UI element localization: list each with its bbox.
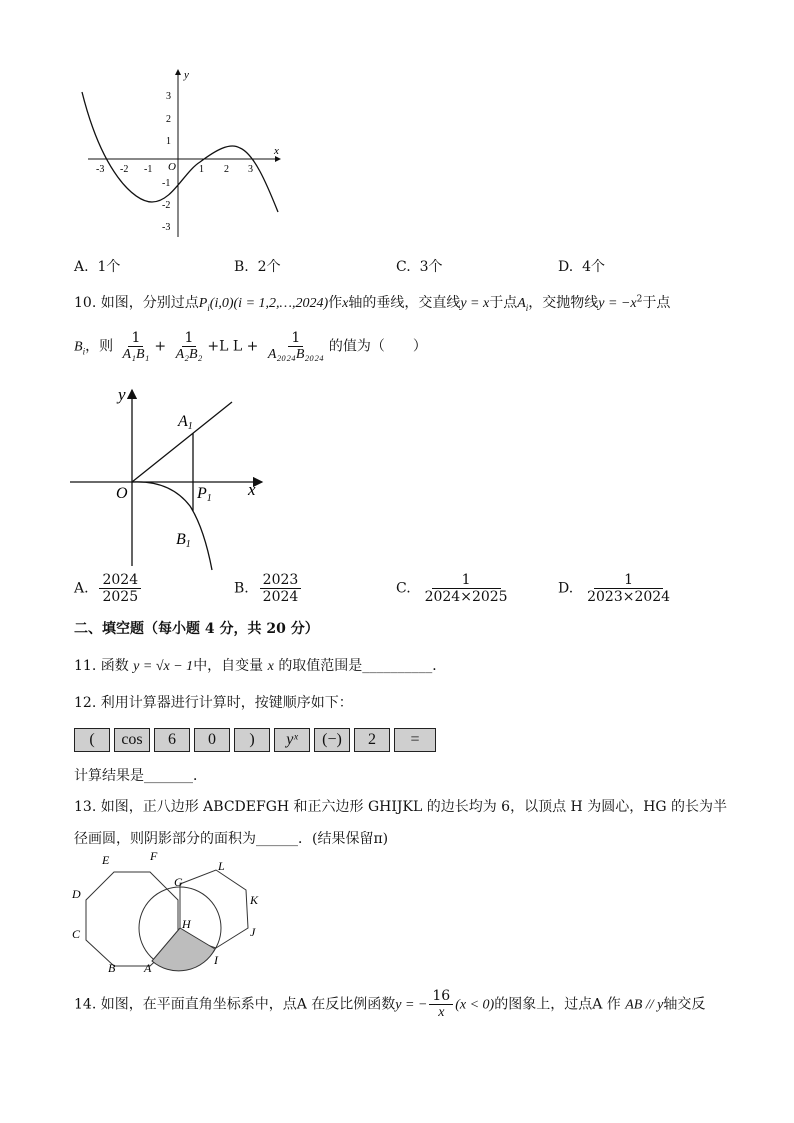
q10-option-c[interactable]: C. $\frac{1}{2024\times 2025}$ xyxy=(396,572,508,605)
y-tick: 2 xyxy=(166,114,171,125)
origin-label: O xyxy=(168,161,176,173)
a1-label: A1 xyxy=(178,413,193,432)
q11: 11. 函数 y = √x − 1中，自变量 x 的取值范围是__________． xyxy=(74,658,447,674)
label-b: B xyxy=(108,961,116,975)
key-2[interactable]: 2 xyxy=(354,728,390,752)
key-cos[interactable]: cos xyxy=(114,728,150,752)
y-axis-label: y xyxy=(184,69,189,81)
y-tick: 1 xyxy=(166,136,171,147)
q10-line1: 10. 如图，分别过点$P_i(i,0)(i$ = 1,2,…,2024)作x轴的垂线，交直线y = x于点$A_i$，交抛物线$y = -x^2$于点 xyxy=(74,294,671,313)
q10-line2: $B_i$，则 $\frac{1}{\text{A₁B₁}}$ + $\frac{1}{\text{A₂B₂}}$ +L L + $\frac{1}{\text{A₂₀₂₄B₂₀₂₄}}$ 的值为（ ） xyxy=(74,330,427,362)
key-equals[interactable]: = xyxy=(394,728,436,752)
line-parabola-graph xyxy=(70,384,270,574)
q9-option-a[interactable]: A. 1个 xyxy=(74,259,121,275)
q12-result: 计算结果是_______． xyxy=(74,768,207,784)
calculator-keys xyxy=(74,728,436,752)
x-tick: -2 xyxy=(120,164,129,175)
x-tick: -3 xyxy=(96,164,105,175)
key-6[interactable]: 6 xyxy=(154,728,190,752)
x-tick: 3 xyxy=(248,164,253,175)
y-axis-label: y xyxy=(118,385,126,404)
y-tick: -1 xyxy=(162,178,171,189)
label-f: F xyxy=(150,849,158,863)
q14: 14. 如图，在平面直角坐标系中，点A 在反比例函数y = − $\frac{16}{x}$ (x < 0)的图象上，过点A 作 AB // y轴交反 xyxy=(74,988,706,1020)
q10-option-d[interactable]: D. $\frac{1}{2023\times 2024}$ xyxy=(558,572,671,605)
x-axis-label: x xyxy=(274,145,279,157)
label-j: J xyxy=(250,925,256,939)
key-power[interactable]: yˣ xyxy=(274,728,310,752)
q12: 12. 利用计算器进行计算时，按键顺序如下： xyxy=(74,695,353,711)
x-tick: -1 xyxy=(144,164,153,175)
label-d: D xyxy=(72,887,81,901)
section-heading: 二、填空题（每小题 4 分，共 20 分） xyxy=(74,621,319,637)
y-tick: -3 xyxy=(162,222,171,233)
p1-label: P1 xyxy=(197,485,212,504)
origin-label: O xyxy=(116,485,128,502)
label-e: E xyxy=(102,853,110,867)
x-axis-label: x xyxy=(248,480,256,499)
label-i: I xyxy=(214,953,218,967)
octagon-hexagon-figure xyxy=(66,848,276,978)
q9-option-c[interactable]: C. 3个 xyxy=(396,259,443,275)
q13-line1: 13. 如图，正八边形 ABCDEFGH 和正六边形 GHIJKL 的边长均为 6，以顶点 H 为圆心，HG 的长为半 xyxy=(74,799,728,815)
label-a: A xyxy=(144,961,152,975)
key-0[interactable]: 0 xyxy=(194,728,230,752)
q10-option-b[interactable]: B. $\frac{2023}{2024}$ xyxy=(234,572,303,605)
q13-line2: 径画圆，则阴影部分的面积为______．(结果保留π) xyxy=(74,831,389,847)
label-c: C xyxy=(72,927,81,941)
cubic-graph xyxy=(74,62,294,242)
key-close-paren[interactable]: ) xyxy=(234,728,270,752)
y-tick: -2 xyxy=(162,200,171,211)
label-l: L xyxy=(218,859,225,873)
label-g: G xyxy=(174,875,183,889)
label-h: H xyxy=(182,917,191,931)
q10-option-a[interactable]: A. $\frac{2024}{2025}$ xyxy=(74,572,143,605)
label-k: K xyxy=(250,893,259,907)
y-tick: 3 xyxy=(166,91,171,102)
b1-label: B1 xyxy=(176,531,191,550)
shaded-sector xyxy=(152,928,215,971)
q9-option-b[interactable]: B. 2个 xyxy=(234,259,281,275)
cubic-curve xyxy=(82,92,278,212)
q9-option-d[interactable]: D. 4个 xyxy=(558,259,606,275)
x-tick: 1 xyxy=(199,164,204,175)
key-negative[interactable]: (−) xyxy=(314,728,350,752)
key-open-paren[interactable]: ( xyxy=(74,728,110,752)
x-tick: 2 xyxy=(224,164,229,175)
